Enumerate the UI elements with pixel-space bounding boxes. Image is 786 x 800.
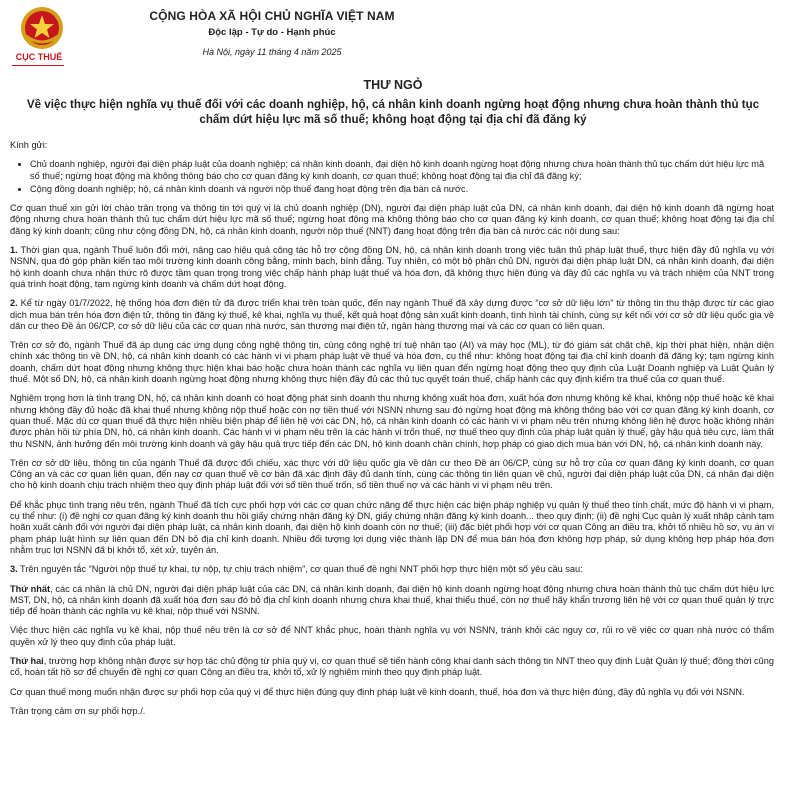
letter-header <box>0 0 786 70</box>
nation-name: CỘNG HÒA XÃ HỘI CHỦ NGHĨA VIỆT NAM <box>149 9 395 23</box>
paragraph-6: Để khắc phục tình trạng nêu trên, ngành Thuế đã tích cực phối hợp với các cơ quan chức năng để thực hiện các biện pháp nghiệp vụ quản lý thuế theo tính chất, mức độ hành vi vi phạm, cụ thể như: (i) đề nghị cơ quan đăng ký kinh doanh thu hồi giấy chứng nhận đăng ký DN, giấy chứng nhận đăng ký kinh doanh... theo quy định; (ii) đề nghị Cục quản lý xuất nhập cảnh tạm hoãn xuất cảnh đối với người đại diện pháp luật, cá nhân kinh doanh, đại diện hộ kinh doanh còn nợ thuế; (iii) đặc biệt phối hợp với cơ quan Công an điều tra, khởi tố nhiều hồ sơ, vụ án vi phạm pháp luật hình sự liên quan đến DN bỏ địa chỉ kinh doanh. Nhiều đối tượng lợi dụng việc thành lập DN để mua bán hóa đơn không hợp pháp, sử dụng không hợp pháp hóa đơn nhằm trục lợi NSNN đã bị khởi tố, xét xử, tuyên án. <box>10 499 774 555</box>
paragraph-number: 2. <box>10 298 18 309</box>
paragraph-4: Nghiêm trọng hơn là tình trạng DN, hộ, cá nhân kinh doanh có hoạt động phát sinh doanh thu nhưng không xuất hóa đơn, xuất hóa đơn nhưng không kê khai, không nộp thuế hoặc kê khai nhưng không đầy đủ hoặc đã khai thuế nhưng không nộp thuế hoặc còn nợ tiền thuế với NSNN nhưng sau đó ngừng hoạt động mà không thông báo với cơ quan đăng ký kinh doanh, cơ quan thuế. Mặc dù cơ quan thuế đã thực hiện nhiều biện pháp để liên hệ với các DN, hộ, cá nhân kinh doanh có các hành vi vi phạm nêu trên nhưng không liên hệ được hoặc không nhận được phản hồi từ phía DN, hộ, cá nhân kinh doanh. Các hành vi vi phạm nêu trên là các hành vi trốn thuế, nợ thuế theo quy định của pháp luật quản lý thuế, gây hậu quả tiêu cực, làm thất thu NSNN, ảnh hưởng đến môi trường kinh doanh và gây hậu quả trực tiếp đến các DN, hộ kinh doanh chân chính, hợp pháp có giao dịch mua bán với DN, hộ, cá nhân kinh doanh này. <box>10 393 774 449</box>
paragraph-1: 1. Thời gian qua, ngành Thuế luôn đổi mới, nâng cao hiệu quả công tác hỗ trợ cộng đồng DN, hộ, cá nhân kinh doanh trong việc tuân thủ pháp luật thuế, thực hiện đầy đủ nghĩa vụ với NSNN, qua đó góp phần kiến tạo môi trường kinh doanh công bằng, minh bạch, bình đẳng. Tuy nhiên, có một bộ phận chủ DN, người đại diện pháp luật DN, cá nhân kinh doanh, đại diện hộ kinh doanh chưa nhận thức rõ được tầm quan trọng trong việc chấp hành pháp luật thuế và hóa đơn, đã không thực hiện đúng và đầy đủ các nghĩa vụ và trách nhiệm của NNT trong quá trình hoạt động, tạm ngừng kinh doanh và chấm dứt hoạt động. <box>10 245 774 289</box>
paragraph-11: Cơ quan thuế mong muốn nhận được sự phối hợp của quý vị để thực hiện đúng quy định pháp luật về kinh doanh, thuế, hóa đơn và thực hiện đúng, đầy đủ nghĩa vụ đối với NSNN. <box>10 686 745 697</box>
paragraph-9: Việc thực hiện các nghĩa vụ kê khai, nộp thuế nêu trên là cơ sở để NNT khắc phục, hoàn thành nghĩa vụ với NSNN, tránh khỏi các nguy cơ, rủi ro về việc cơ quan nhà nước có thẩm quyền xử lý theo quy định của pháp luật. <box>10 625 774 647</box>
request-lead: Thứ hai <box>10 655 44 666</box>
logo-divider <box>12 65 64 66</box>
paragraph-3: Trên cơ sở đó, ngành Thuế đã áp dụng các ứng dụng công nghệ thông tin, cùng công nghệ trí tuệ nhân tạo (AI) và máy học (ML), từ đó giám sát chặt chẽ, kịp thời phát hiện, nhận diện chính xác thông tin về DN, hộ, cá nhân kinh doanh có các hành vi vi phạm pháp luật về thuế và hóa đơn, cụ thể như: không hoạt động tại địa chỉ kinh doanh đã đăng ký; tạm ngừng kinh doanh, chấm dứt hoạt động nhưng không thực hiện khai báo hoặc chưa hoàn thành các nghĩa vụ liên quan đến ngừng hoạt động theo quy định của Luật Doanh nghiệp và Luật Quản lý thuế. Một số DN, hộ, cá nhân kinh doanh ngừng hoạt động nhưng không thực hiện đầy đủ các thủ tục quyết toán thuế, chấp hành các quy định kiểm tra thuế của cơ quan thuế. <box>10 340 774 385</box>
intro-paragraph: Cơ quan thuế xin gửi lời chào trân trọng và thông tin tới quý vị là chủ doanh nghiệp (DN), người đại diện pháp luật của DN, cá nhân kinh doanh, đại diện hộ kinh doanh đã ngừng hoạt động nhưng chưa hoàn thành thủ tục chấm dứt hiệu lực mã số thuế; ngừng hoạt động mà không thông báo cho cơ quan đăng ký kinh doanh, cơ quan thuế; không hoạt động tại địa chỉ đăng ký kinh doanh; cũng như cộng đồng DN, hộ, cá nhân kinh doanh, người nộp thuế (NNT) đang hoạt động trên địa bàn cả nước các nội dung sau: <box>10 203 774 236</box>
recipient-item: • Cộng đồng doanh nghiệp; hộ, cá nhân kinh doanh và người nộp thuế đang hoạt động trên địa bàn cả nước. <box>30 184 774 195</box>
letter-title: THƯ NGỎ <box>363 78 423 92</box>
paragraph-number: 1. <box>10 245 18 256</box>
paragraph-7: 3. Trên nguyên tắc “Người nộp thuế tự khai, tự nộp, tự chịu trách nhiệm”, cơ quan thuế đề nghị NNT phối hợp thực hiện một số yêu cầu sau: <box>10 564 583 575</box>
closing-line: Trân trọng cảm ơn sự phối hợp./. <box>10 705 146 716</box>
letter-date: Hà Nội, ngày 11 tháng 4 năm 2025 <box>202 47 342 57</box>
nation-motto: Độc lập - Tự do - Hạnh phúc <box>208 27 336 38</box>
recipient-list <box>10 159 774 195</box>
paragraph-2: 2. Kể từ ngày 01/7/2022, hệ thống hóa đơn điện tử đã được triển khai trên toàn quốc, đến nay ngành Thuế đã xây dựng được “cơ sở dữ liệu lớn” từ thông tin thu thập được từ các giao dịch mua bán trên hóa đơn điện tử, thông tin đăng ký thuế, kê khai, nghĩa vụ thuế, kết quả hoạt động sản xuất kinh doanh, tình hình tài chính, cùng sự kết nối với cơ sở dữ liệu quốc gia về dân cư theo Đề án 06/CP, cơ sở dữ liệu của các cơ quan nhà nước, sàn thương mại điện tử, ngân hàng thương mại và các cơ quan có liên quan. <box>10 298 774 331</box>
paragraph-second-request: Thứ hai, trường hợp không nhận được sự hợp tác chủ động từ phía quý vị, cơ quan thuế sẽ tiến hành công khai danh sách thông tin NNT theo quy định Luật Quản lý thuế; đồng thời cũng cố, hoàn tất hồ sơ để chuyển đề nghị cơ quan Công an điều tra, khởi tố, xử lý nghiêm minh theo quy định pháp luật. <box>10 655 774 678</box>
recipient-item: • Chủ doanh nghiệp, người đại diện pháp luật của doanh nghiệp; cá nhân kinh doanh, đại diện hộ kinh doanh ngừng hoạt động nhưng chưa hoàn thành thủ tục chấm dứt hiệu lực mã số thuế; ngừng hoạt động mà không thông báo cho cơ quan đăng ký kinh doanh, cơ quan thuế; không hoạt động tại địa chỉ đã đăng ký; <box>30 159 774 182</box>
request-lead: Thứ nhất <box>10 583 51 594</box>
logo-label: CỤC THUẾ <box>15 52 63 62</box>
paragraph-first-request: Thứ nhất, các cá nhân là chủ DN, người đại diện pháp luật của các DN, cá nhân kinh doanh, đại diện hộ kinh doanh ngừng hoạt động nhưng chưa hoàn thành thủ tục chấm dứt hiệu lực MST, DN, hộ, cá nhân kinh doanh đã xuất hóa đơn sau đó bỏ địa chỉ kinh doanh nhưng chưa khai thuế, khai thiếu thuế, còn nợ thuế hãy khẩn trương liên hệ với cơ quan thuế quản lý trực tiếp để hoàn thành các nghĩa vụ kê khai, nộp thuế với NSNN. <box>10 583 775 617</box>
paragraph-5: Trên cơ sở dữ liệu, thông tin của ngành Thuế đã được đối chiếu, xác thực với dữ liệu quốc gia về dân cư theo Đề án 06/CP, cùng sự hỗ trợ của cơ quan đăng ký kinh doanh, cơ quan Công an và các cơ quan liên quan, đến nay cơ quan thuế về cơ bản đã xác định đầy đủ danh tính, cùng các thông tin liên quan về chủ, người đại diện pháp luật của DN, cá nhân đại diện cho hộ kinh doanh chịu trách nhiệm theo quy định pháp luật đối với số tiền thuế trốn, số tiền thuế nợ và các hành vi vi phạm nêu trên. <box>10 457 774 491</box>
letter-body <box>10 140 774 725</box>
greeting: Kính gửi: <box>10 140 48 150</box>
letter-subtitle: Về việc thực hiện nghĩa vụ thuế đối với các doanh nghiệp, hộ, cá nhân kinh doanh ngừng hoạt động nhưng chưa hoàn thành thủ tục chấm dứt hiệu lực mã số thuế; không hoạt động tại địa chỉ đã đăng ký <box>26 98 760 126</box>
national-heading <box>122 9 422 57</box>
paragraph-number: 3. <box>10 564 18 575</box>
